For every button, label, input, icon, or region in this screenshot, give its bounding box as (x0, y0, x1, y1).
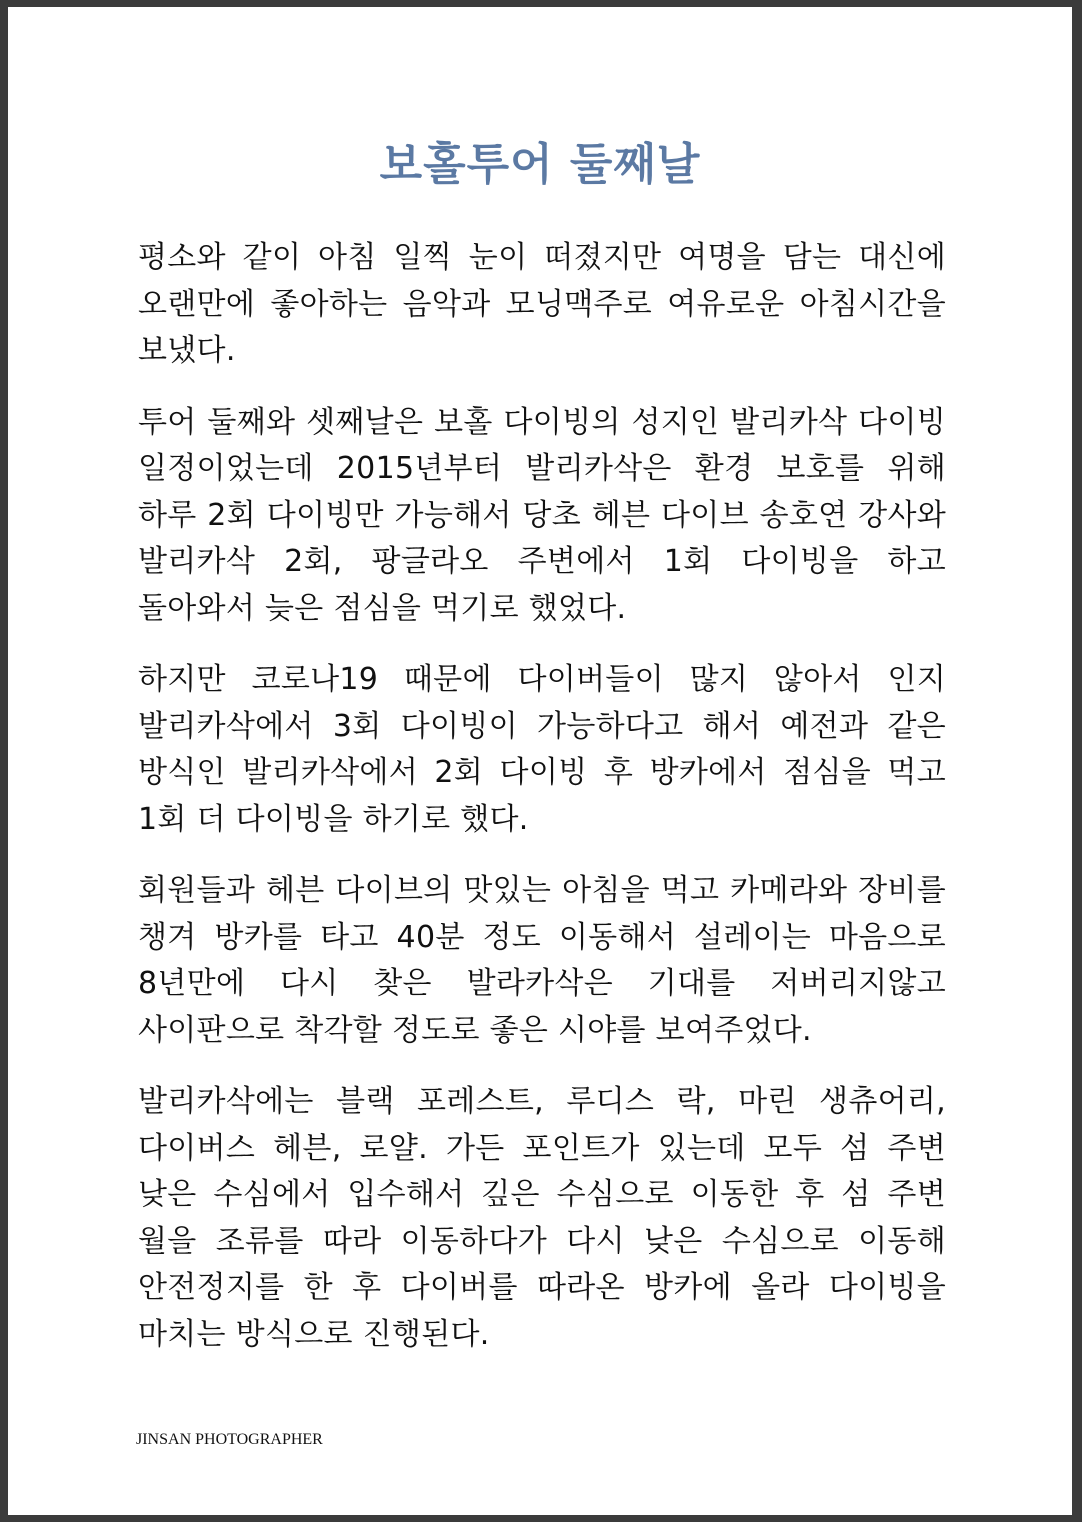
document-page (8, 7, 1072, 1515)
article-body (138, 235, 946, 1383)
paragraph-5: 발리카삭에는 블랙 포레스트, 루디스 락, 마린 생츄어리, 다이버스 헤븐, 로얄. 가든 포인트가 있는데 모두 섬 주변 낮은 수심에서 입수해서 깊은 수심으로 이동한 후 섬 주변 월을 조류를 따라 이동하다가 다시 낮은 수심으로 이동해 안전정지를 한 후 다이버를 따라온 방카에 올라 다이빙을 마치는 방식으로 진행된다. (138, 1084, 946, 1352)
paragraph-3: 하지만 코로나19 때문에 다이버들이 많지 않아서 인지 발리카삭에서 3회 다이빙이 가능하다고 해서 예전과 같은 방식인 발리카삭에서 2회 다이빙 후 방카에서 점심을 먹고 1회 더 다이빙을 하기로 했다. (138, 662, 946, 837)
page-title: 보홀투어 둘째날 (379, 139, 701, 190)
paragraph-2: 투어 둘째와 셋째날은 보홀 다이빙의 성지인 발리카삭 다이빙 일정이었는데 2015년부터 발리카삭은 환경 보호를 위해 하루 2회 다이빙만 가능해서 당초 헤븐 다이브 송호연 강사와 발리카삭 2회, 팡글라오 주변에서 1회 다이빙을 하고 돌아와서 늦은 점심을 먹기로 했었다. (138, 404, 946, 626)
paragraph-4: 회원들과 헤븐 다이브의 맛있는 아침을 먹고 카메라와 장비를 챙겨 방카를 타고 40분 정도 이동해서 설레이는 마음으로 8년만에 다시 찾은 발라카삭은 기대를 저버리지않고 사이판으로 착각할 정도로 좋은 시야를 보여주었다. (138, 873, 946, 1048)
footer-credit: JINSAN PHOTOGRAPHER (136, 1431, 323, 1448)
paragraph-1: 평소와 같이 아침 일찍 눈이 떠졌지만 여명을 담는 대신에 오랜만에 좋아하는 음악과 모닝맥주로 여유로운 아침시간을 보냈다. (138, 240, 946, 368)
